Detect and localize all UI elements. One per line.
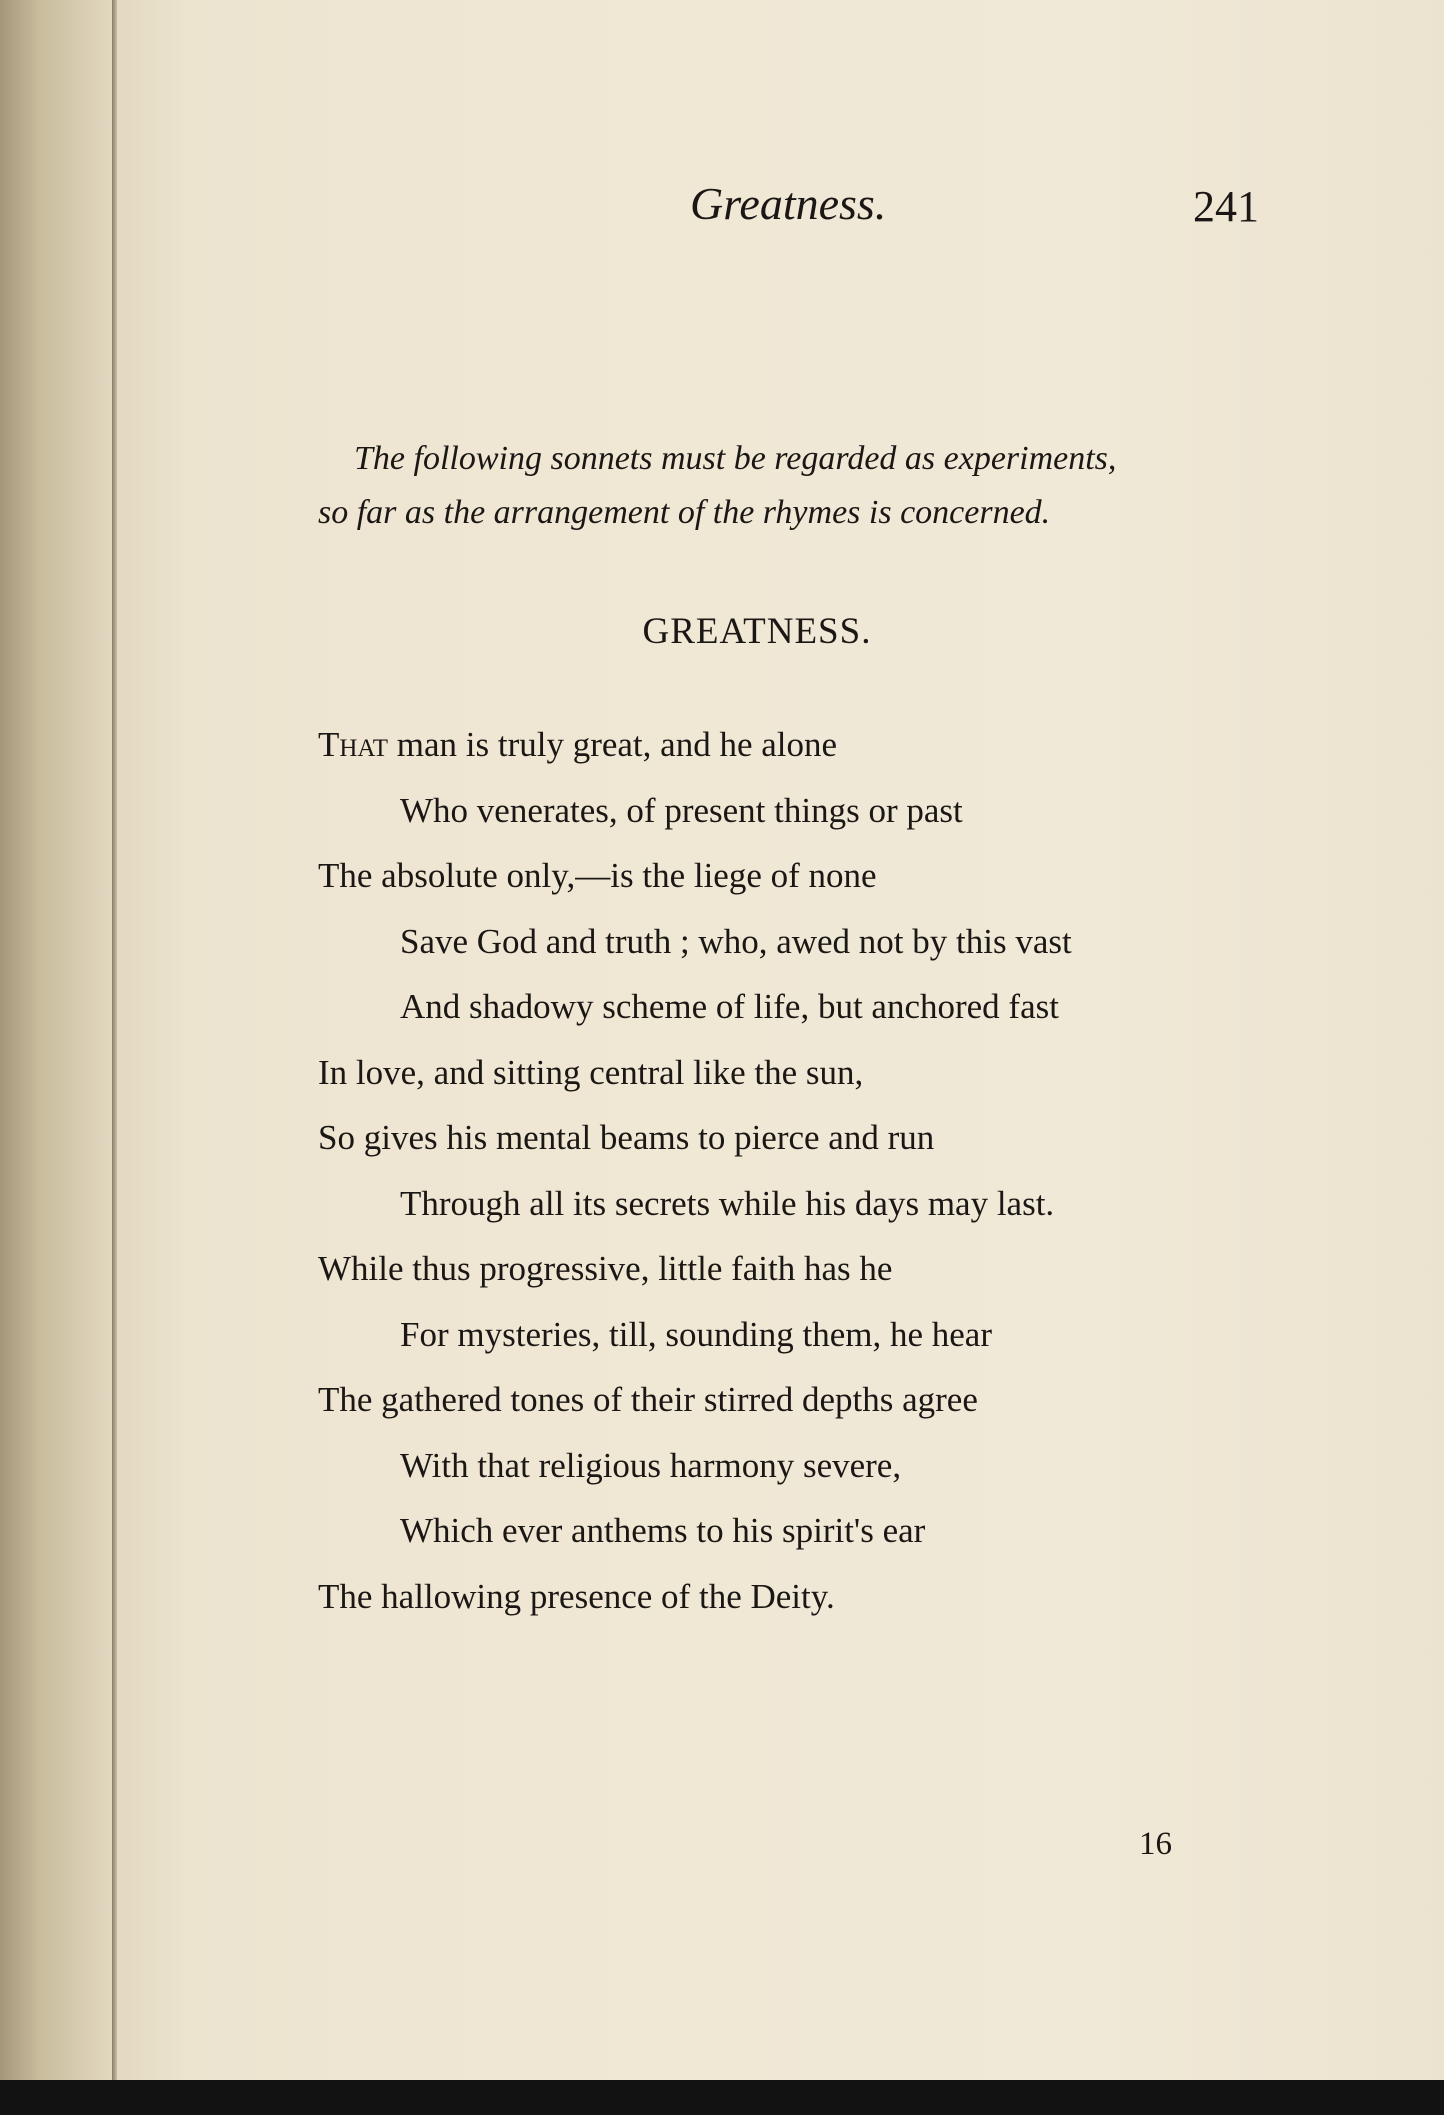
poem-line-9: While thus progressive, little faith has he xyxy=(318,1249,893,1288)
intro-note-line-1: The following sonnets must be regarded as experiments, xyxy=(354,440,1117,477)
page-gutter xyxy=(112,0,117,2080)
page-number: 241 xyxy=(1193,182,1259,231)
poem-title xyxy=(0,610,1444,653)
poem-line-1-rest: man is truly great, and he alone xyxy=(388,725,838,764)
poem-first-word: That xyxy=(318,725,388,764)
poem-line-4: Save God and truth ; who, awed not by this vast xyxy=(400,921,1072,961)
running-head xyxy=(0,165,1444,235)
poem-line-10: For mysteries, till, sounding them, he hear xyxy=(400,1314,992,1354)
poem-title-text: GREATNESS. xyxy=(642,611,872,652)
signature-mark: 16 xyxy=(1139,1826,1172,1862)
poem-line-6: In love, and sitting central like the sun, xyxy=(318,1052,864,1092)
scan-bottom-edge xyxy=(0,2080,1444,2115)
running-title: Greatness. xyxy=(690,178,887,229)
poem-line-14: The hallowing presence of the Deity. xyxy=(318,1576,835,1616)
poem-line-5: And shadowy scheme of life, but anchored fast xyxy=(400,987,1059,1026)
poem-line-1 xyxy=(318,712,1318,778)
poem-line-12: With that religious harmony severe, xyxy=(400,1445,902,1485)
poem-line-11: The gathered tones of their stirred depths agree xyxy=(318,1380,978,1419)
poem-line-8: Through all its secrets while his days may last. xyxy=(400,1183,1055,1223)
intro-note xyxy=(318,432,1298,540)
poem-line-3: The absolute only,—is the liege of none xyxy=(318,856,877,895)
poem-line-7: So gives his mental beams to pierce and run xyxy=(318,1118,935,1157)
intro-note-line-2: so far as the arrangement of the rhymes is concerned. xyxy=(318,494,1051,531)
poem-line-13: Which ever anthems to his spirit's ear xyxy=(400,1511,926,1550)
poem-body xyxy=(318,712,1318,1629)
poem-line-2: Who venerates, of present things or past xyxy=(400,790,963,830)
